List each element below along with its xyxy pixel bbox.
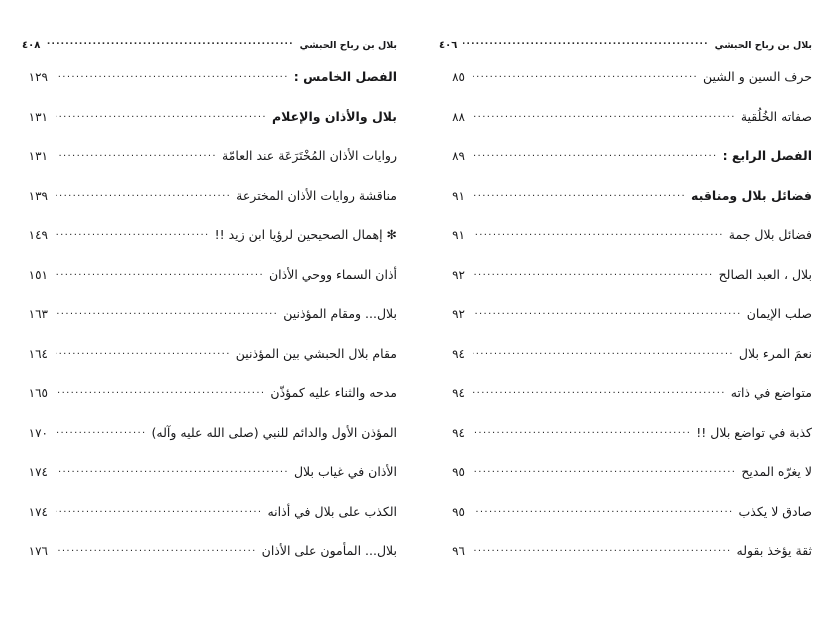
toc-entry[interactable] xyxy=(22,267,397,307)
toc-entry[interactable] xyxy=(439,148,812,188)
leader-dots xyxy=(473,188,686,200)
toc-entry[interactable] xyxy=(22,346,397,386)
leader-dots xyxy=(56,543,257,555)
toc-entry-page-number: ١٦٤ xyxy=(28,346,48,361)
leader-dots xyxy=(473,425,691,437)
toc-entry-page-number: ١٤٩ xyxy=(28,228,48,242)
toc-entry-title: الأذان في غياب بلال xyxy=(293,464,397,479)
toc-entry-page-number: ١٧٤ xyxy=(28,504,48,519)
leader-dots xyxy=(473,306,742,318)
toc-entry[interactable] xyxy=(439,109,812,149)
toc-entry[interactable] xyxy=(439,306,812,346)
toc-entry-title: صادق لا يكذب xyxy=(738,503,812,519)
toc-entry-page-number: ٩٤ xyxy=(452,386,465,400)
leader-dots xyxy=(46,38,293,48)
toc-entry-title: متواضع في ذاته xyxy=(730,385,812,400)
toc-entry[interactable] xyxy=(439,346,812,386)
running-header-title: بلال بن رباح الحبشي xyxy=(299,40,397,51)
running-header-right xyxy=(439,38,812,51)
toc-entry-page-number: ٩٢ xyxy=(452,267,465,282)
leader-dots xyxy=(56,425,147,437)
toc-entry-title: الفصل الرابع : xyxy=(722,148,812,163)
leader-dots xyxy=(473,109,736,121)
leader-dots xyxy=(56,69,289,81)
toc-entry-title: مقام بلال الحبشي بين المؤذنين xyxy=(235,345,397,361)
leader-dots xyxy=(56,109,267,121)
leader-dots xyxy=(56,148,217,160)
toc-entry[interactable] xyxy=(439,425,812,465)
leader-dots xyxy=(473,385,726,397)
toc-entry-title: الفصل الخامس : xyxy=(293,69,397,84)
toc-entry-title: أذان السماء ووحي الأذان xyxy=(269,266,397,282)
toc-entry-title: صلب الإيمان xyxy=(746,306,812,321)
leader-dots xyxy=(56,464,289,476)
toc-entry[interactable] xyxy=(22,109,397,149)
toc-entry-title: ✻ إهمال الصحيحين لرؤيا ابن زيد !! xyxy=(214,227,397,242)
toc-entry-page-number: ٩٦ xyxy=(452,544,465,558)
running-header-folio: ٤٠٨ xyxy=(22,40,41,51)
toc-entry-title: الكذب على بلال في أذانه xyxy=(267,503,397,519)
toc-entry-page-number: ٨٥ xyxy=(452,70,465,84)
toc-entry-title: بلال ، العبد الصالح xyxy=(718,266,812,282)
toc-entry-page-number: ١٧٠ xyxy=(28,425,48,440)
toc-entry-page-number: ٩١ xyxy=(452,188,465,203)
running-header-left xyxy=(22,38,397,51)
toc-entry[interactable] xyxy=(22,188,397,228)
toc-entry[interactable] xyxy=(439,188,812,228)
toc-entry-title: لا يغرّه المديح xyxy=(741,464,812,479)
toc-entry[interactable] xyxy=(22,148,397,188)
toc-entry-page-number: ٩١ xyxy=(452,228,465,242)
leader-dots xyxy=(473,504,734,516)
toc-entry-title: فضائل بلال جمة xyxy=(728,227,812,242)
toc-entry-title: مناقشة روايات الأذان المخترعة xyxy=(236,187,397,203)
toc-entry[interactable] xyxy=(22,464,397,504)
toc-entry[interactable] xyxy=(439,267,812,307)
running-header-folio: ٤٠٦ xyxy=(439,40,458,51)
toc-entry-title: بلال والأذان والإعلام xyxy=(271,108,397,124)
running-header-title: بلال بن رباح الحبشي xyxy=(714,40,812,51)
toc-entry-title: مدحه والثناء عليه كمؤذّن xyxy=(270,385,397,400)
toc-list-right xyxy=(439,69,812,583)
toc-entry[interactable] xyxy=(22,227,397,267)
toc-entry[interactable] xyxy=(439,504,812,544)
toc-entry-title: نعمَ المرء بلال xyxy=(738,345,812,361)
toc-entry-page-number: ٩٥ xyxy=(452,504,465,519)
page-right xyxy=(415,0,830,640)
toc-entry-page-number: ١٦٣ xyxy=(28,307,48,321)
leader-dots xyxy=(473,227,724,239)
toc-entry-title: بلال... ومقام المؤذنين xyxy=(283,306,397,321)
toc-entry[interactable] xyxy=(22,425,397,465)
leader-dots xyxy=(56,385,265,397)
toc-entry[interactable] xyxy=(22,69,397,109)
toc-entry[interactable] xyxy=(22,385,397,425)
toc-entry-title: صفاته الخُلُقية xyxy=(740,108,812,124)
toc-entry-page-number: ٩٥ xyxy=(452,465,465,479)
toc-entry[interactable] xyxy=(22,543,397,583)
toc-entry-page-number: ١٣٩ xyxy=(28,188,48,203)
toc-entry-title: المؤذن الأول والدائم للنبي (صلى الله عليه وآله) xyxy=(151,424,397,440)
leader-dots xyxy=(473,346,734,358)
toc-entry-page-number: ١٥١ xyxy=(28,267,48,282)
toc-entry-title: ثقة يؤخذ بقوله xyxy=(736,543,812,558)
leader-dots xyxy=(473,148,718,160)
leader-dots xyxy=(56,504,262,516)
toc-entry-page-number: ١٣١ xyxy=(28,149,48,163)
toc-entry-page-number: ٩٤ xyxy=(452,346,465,361)
leader-dots xyxy=(56,306,278,318)
leader-dots xyxy=(473,543,732,555)
toc-entry[interactable] xyxy=(22,306,397,346)
toc-entry-title: كذبة في تواضع بلال !! xyxy=(696,424,812,440)
toc-entry[interactable] xyxy=(439,385,812,425)
toc-entry-page-number: ٨٨ xyxy=(452,109,465,124)
leader-dots xyxy=(56,267,264,279)
toc-entry[interactable] xyxy=(439,227,812,267)
leader-dots xyxy=(473,69,698,81)
toc-entry-page-number: ٩٢ xyxy=(452,307,465,321)
toc-entry-title: بلال... المأمون على الأذان xyxy=(261,543,397,558)
leader-dots xyxy=(463,38,708,48)
toc-entry-title: روايات الأذان المُخْتَرَعَة عند العامّة xyxy=(221,148,397,163)
leader-dots xyxy=(473,267,714,279)
toc-entry-page-number: ١٧٤ xyxy=(28,465,48,479)
leader-dots xyxy=(56,227,210,239)
toc-entry-page-number: ١٣١ xyxy=(28,109,48,124)
toc-entry[interactable] xyxy=(439,464,812,504)
toc-entry-page-number: ٩٤ xyxy=(452,425,465,440)
toc-entry-page-number: ١٦٥ xyxy=(28,386,48,400)
toc-entry[interactable] xyxy=(439,543,812,583)
toc-entry[interactable] xyxy=(22,504,397,544)
toc-list-left xyxy=(22,69,397,583)
leader-dots xyxy=(473,464,736,476)
toc-entry-title: حرف السين و الشين xyxy=(703,69,812,84)
toc-entry[interactable] xyxy=(439,69,812,109)
toc-entry-page-number: ١٢٩ xyxy=(28,70,48,84)
toc-entry-page-number: ٨٩ xyxy=(452,149,465,163)
toc-entry-page-number: ١٧٦ xyxy=(28,544,48,558)
toc-entry-title: فضائل بلال ومناقبه xyxy=(691,187,812,203)
leader-dots xyxy=(56,188,231,200)
leader-dots xyxy=(56,346,231,358)
